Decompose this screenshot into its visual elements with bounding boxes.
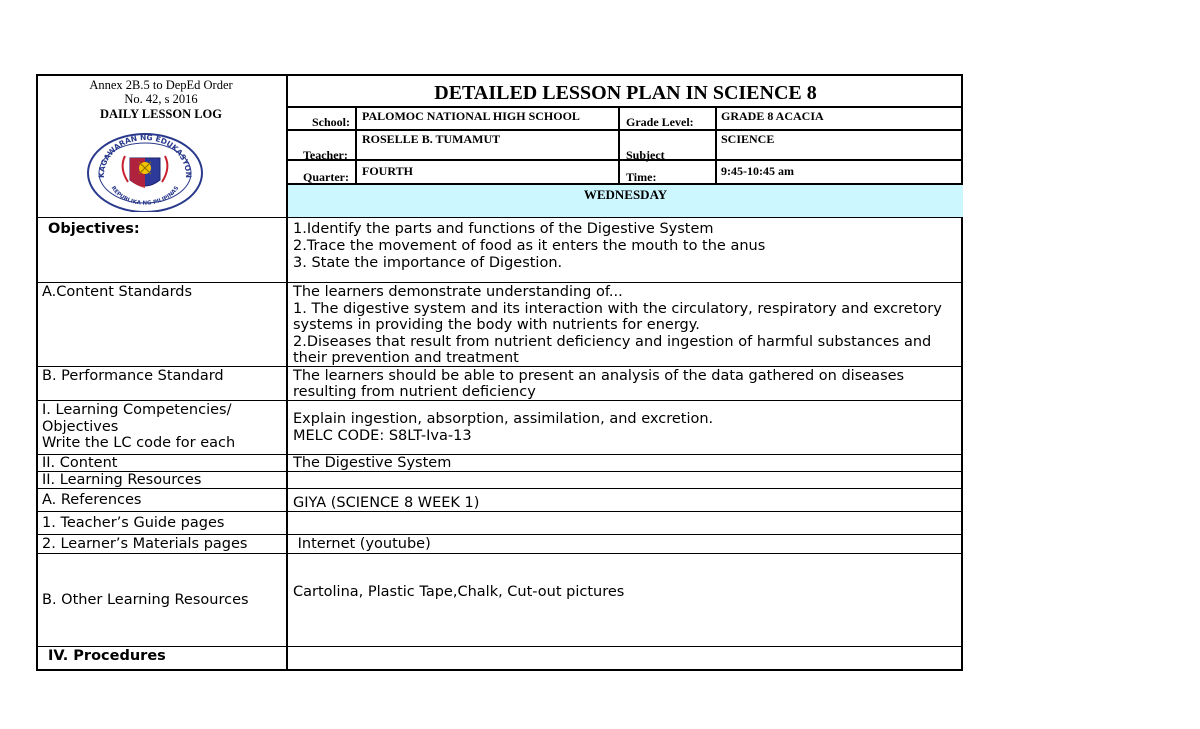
other-value: Cartolina, Plastic Tape,Chalk, Cut-out pictures xyxy=(293,584,625,600)
seal-top-text: KAGAWARAN NG EDUKASYON xyxy=(96,132,194,179)
content-std-line-5: their prevention and treatment xyxy=(293,350,519,366)
content-std-line-1: The learners demonstrate understanding of... xyxy=(293,284,623,300)
content-std-line-3: systems in providing the body with nutrients for energy. xyxy=(293,317,700,333)
row-line-other xyxy=(36,646,963,647)
day-label: WEDNESDAY xyxy=(583,187,668,202)
lc-line-1: Explain ingestion, absorption, assimilation, and excretion. xyxy=(293,411,714,427)
teacher-value: ROSELLE B. TUMAMUT xyxy=(362,132,501,146)
references-value: GIYA (SCIENCE 8 WEEK 1) xyxy=(293,495,480,511)
content-std-label: A.Content Standards xyxy=(42,284,193,300)
row-line-lm-end xyxy=(36,553,963,554)
teacher-label: Teacher: xyxy=(303,148,348,162)
lc-label-3: Write the LC code for each xyxy=(42,435,236,451)
grade-label: Grade Level: xyxy=(626,115,694,129)
quarter-value: FOURTH xyxy=(362,164,413,178)
perf-std-line-2: resulting from nutrient deficiency xyxy=(293,384,536,400)
other-label: B. Other Learning Resources xyxy=(42,592,249,608)
lc-label-1: I. Learning Competencies/ xyxy=(42,402,232,418)
lm-value: Internet (youtube) xyxy=(293,536,431,552)
school-label: School: xyxy=(312,115,351,129)
procedures-label: IV. Procedures xyxy=(48,648,166,664)
quarter-label: Quarter: xyxy=(303,170,349,184)
subject-label: Subject xyxy=(626,148,665,162)
subject-value: SCIENCE xyxy=(721,132,775,146)
objectives-label: Objectives: xyxy=(48,221,140,237)
row-line-content-std xyxy=(36,282,963,283)
deped-seal-icon xyxy=(86,132,204,212)
annex-line-2: No. 42, s 2016 xyxy=(124,92,198,106)
row-line-content xyxy=(36,454,963,455)
lm-label: 2. Learner’s Materials pages xyxy=(42,536,248,552)
info-divider-3 xyxy=(715,106,717,185)
references-label: A. References xyxy=(42,492,142,508)
school-value: PALOMOC NATIONAL HIGH SCHOOL xyxy=(362,109,580,123)
content-std-line-2: 1. The digestive system and its interaction with the circulatory, respiratory and excretory xyxy=(293,301,942,317)
objective-3: 3. State the importance of Digestion. xyxy=(293,255,563,271)
log-title: DAILY LESSON LOG xyxy=(99,107,223,121)
lc-label-2: Objectives xyxy=(42,419,119,435)
seal-bottom-text: REPUBLIKA NG PILIPINAS xyxy=(109,185,181,207)
header-line-1 xyxy=(288,106,963,108)
grade-value: GRADE 8 ACACIA xyxy=(721,109,824,123)
objective-1: 1.Identify the parts and functions of the Digestive System xyxy=(293,221,714,237)
resources-label: II. Learning Resources xyxy=(42,472,202,488)
perf-std-line-1: The learners should be able to present an analysis of the data gathered on diseases xyxy=(293,368,905,384)
content-value: The Digestive System xyxy=(293,455,452,471)
content-label: II. Content xyxy=(42,455,118,471)
row-line-lm xyxy=(36,534,963,535)
info-divider-2 xyxy=(618,106,620,185)
annex-line-1: Annex 2B.5 to DepEd Order xyxy=(89,78,233,92)
objective-2: 2.Trace the movement of food as it enters the mouth to the anus xyxy=(293,238,766,254)
perf-std-label: B. Performance Standard xyxy=(42,368,224,384)
info-divider-1 xyxy=(355,106,357,185)
main-column-divider xyxy=(286,74,288,671)
time-label: Time: xyxy=(626,170,657,184)
row-line-objectives xyxy=(36,217,963,218)
content-std-line-4: 2.Diseases that result from nutrient deficiency and ingestion of harmful substances and xyxy=(293,334,932,350)
time-value: 9:45-10:45 am xyxy=(721,164,794,178)
plan-title: DETAILED LESSON PLAN IN SCIENCE 8 xyxy=(434,82,817,104)
lesson-plan-table xyxy=(36,74,963,671)
row-line-tg xyxy=(36,511,963,512)
lc-line-2: MELC CODE: S8LT-Iva-13 xyxy=(293,428,472,444)
tg-label: 1. Teacher’s Guide pages xyxy=(42,515,225,531)
